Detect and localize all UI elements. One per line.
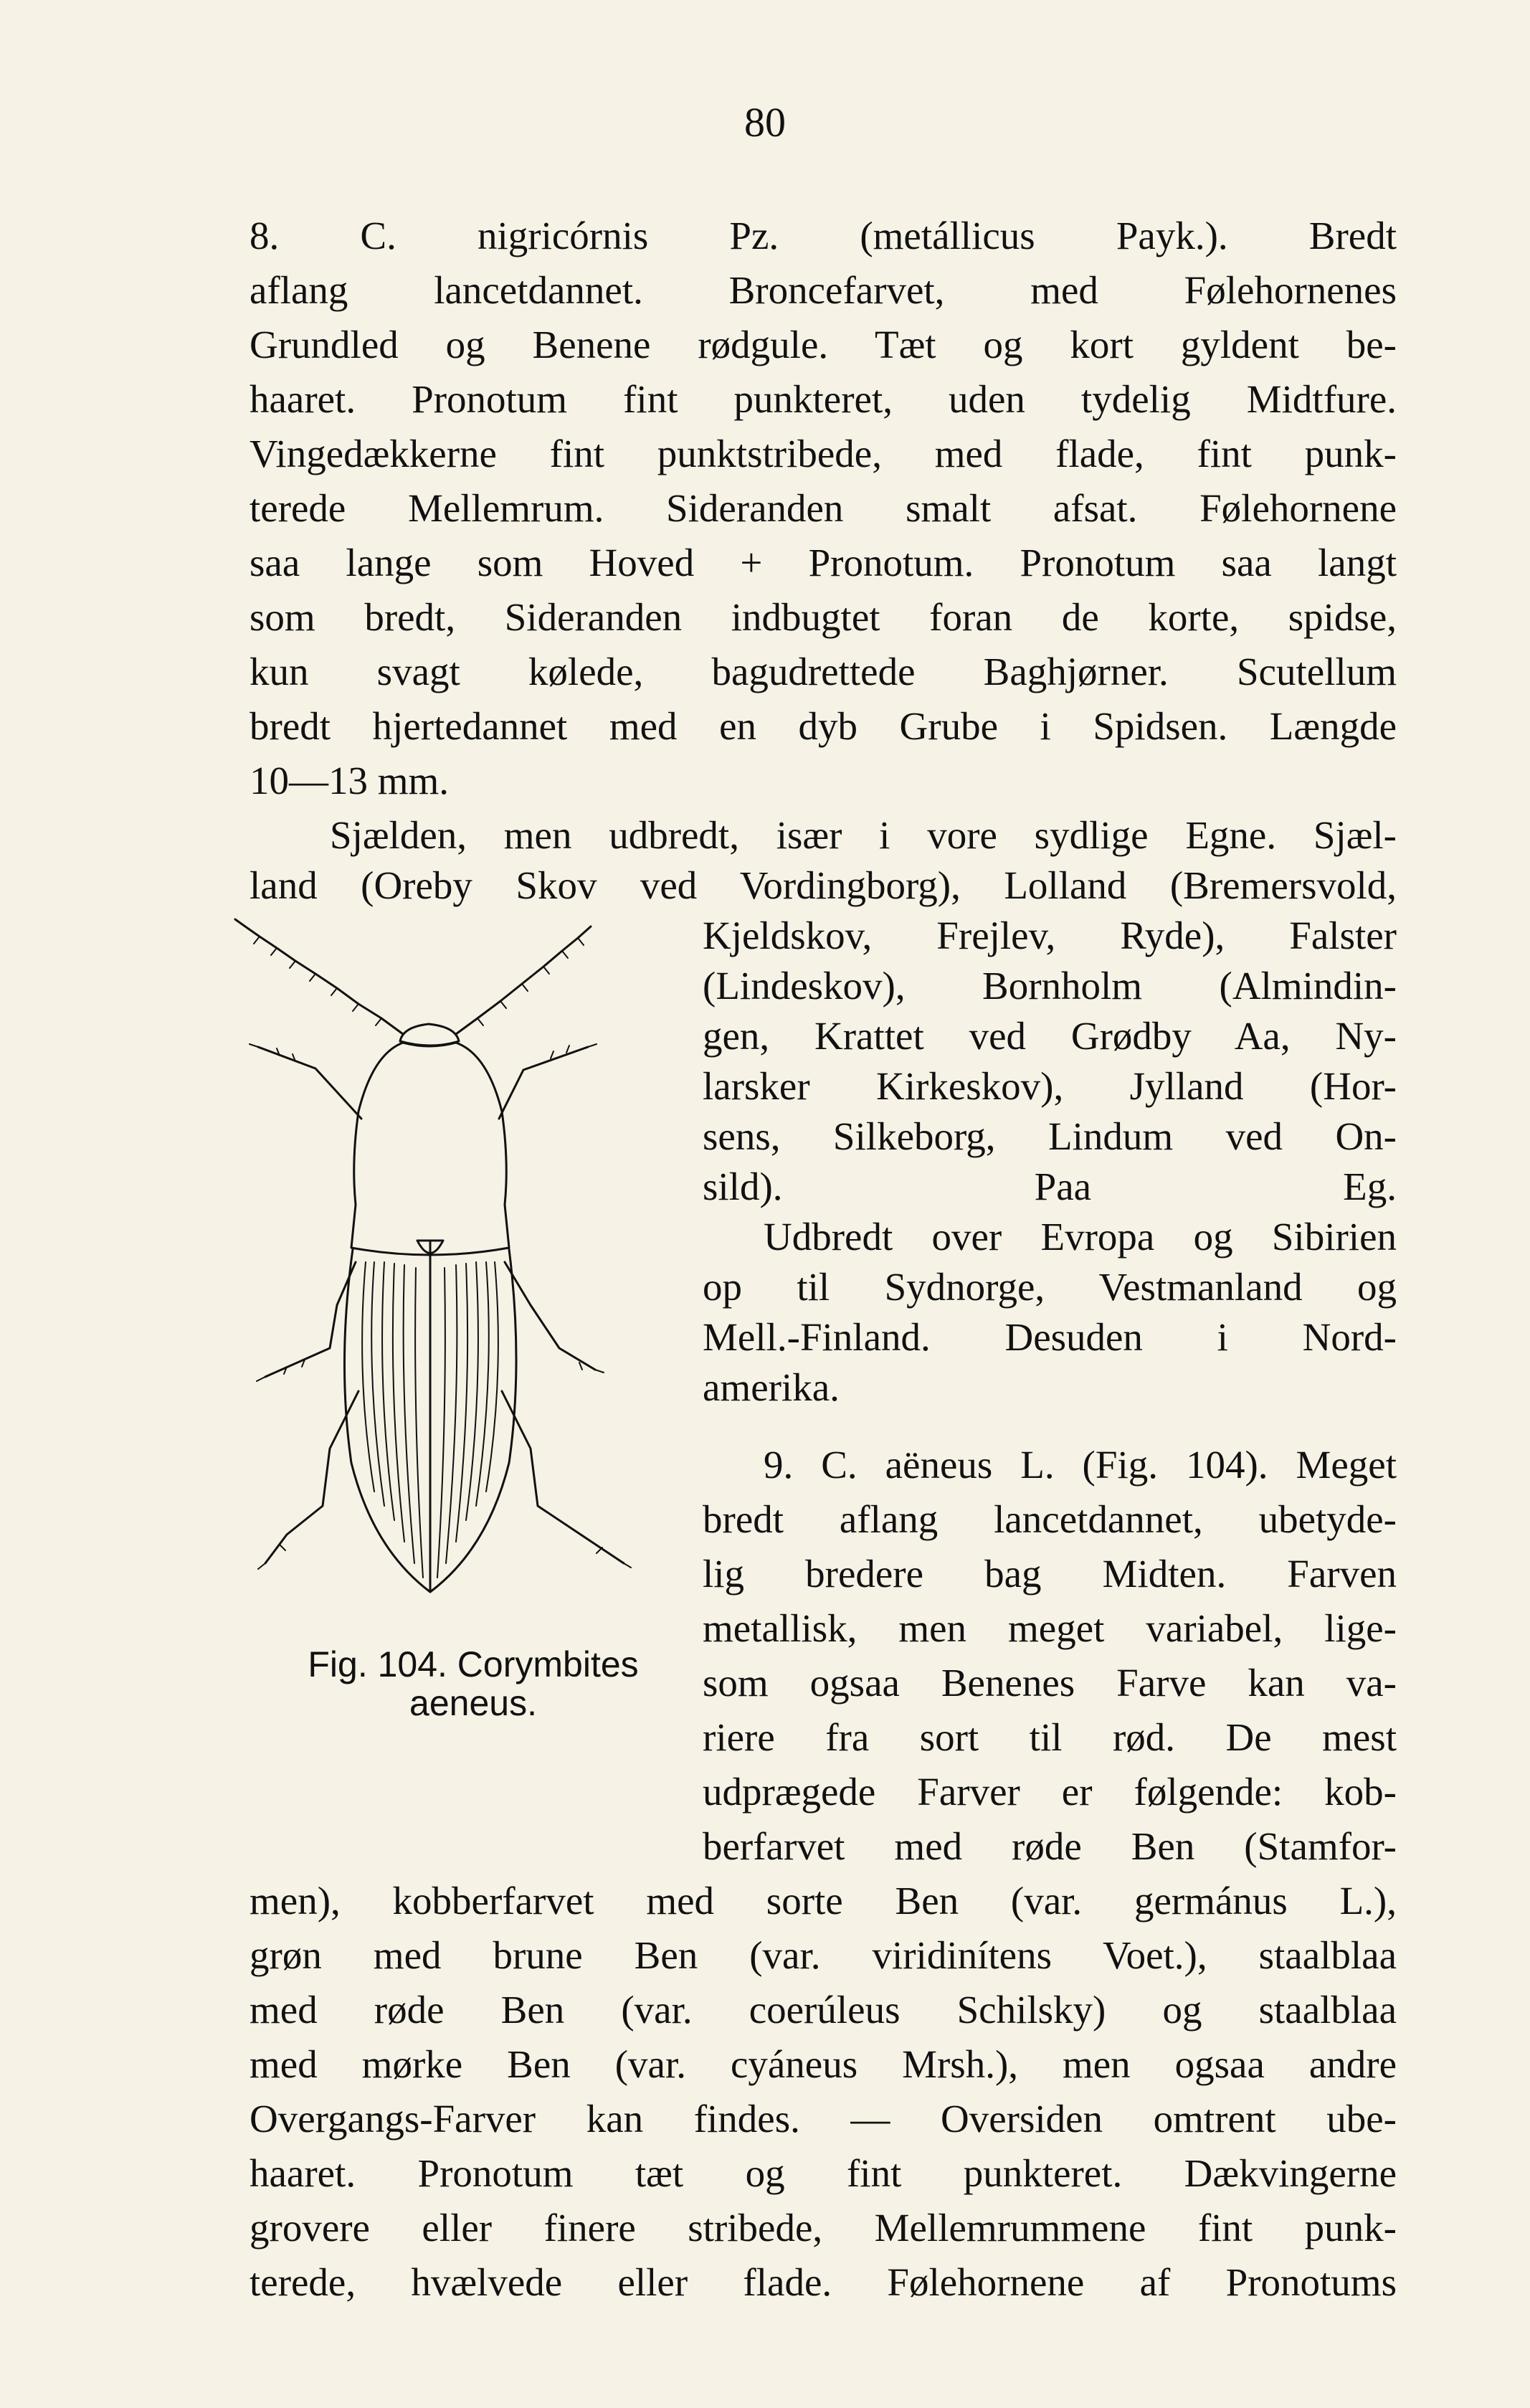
beetle-head (400, 1024, 459, 1046)
text-line: berfarvet med røde Ben (Stamfor- (703, 1824, 1397, 1868)
text-line: gen, Krattet ved Grødby Aa, Ny- (703, 1014, 1397, 1058)
text-line: saa lange som Hoved + Pronotum. Pronotum saa langt (250, 541, 1397, 584)
text-line: land (Oreby Skov ved Vordingborg), Lolland (Bremersvold, (250, 863, 1397, 907)
beetle-pronotum (351, 1043, 509, 1255)
text-line: op til Sydnorge, Vestmanland og (703, 1265, 1397, 1309)
text-line: udprægede Farver er følgende: kob- (703, 1770, 1397, 1814)
page-number: 80 (744, 99, 786, 146)
antenna-left (235, 919, 403, 1034)
leg-middle-left (265, 1262, 356, 1377)
text-line: lig bredere bag Midten. Farven (703, 1552, 1397, 1596)
text-line: som ogsaa Benenes Farve kan va- (703, 1661, 1397, 1705)
leg-front-right (499, 1047, 588, 1119)
antenna-right (456, 926, 591, 1034)
text-line: riere fra sort til rød. De mest (703, 1715, 1397, 1759)
text-line: grovere eller finere stribede, Mellemrummene fint punk- (250, 2206, 1397, 2250)
leg-hind-left (265, 1391, 358, 1563)
figure-caption-line2: aeneus. (409, 1683, 537, 1723)
text-line: amerika. (703, 1365, 840, 1409)
text-line: larsker Kirkeskov), Jylland (Hor- (703, 1064, 1397, 1108)
leg-front-left (258, 1047, 361, 1119)
text-line: 9. C. aëneus L. (Fig. 104). Meget (764, 1443, 1397, 1487)
text-line: terede Mellemrum. Sideranden smalt afsat. Følehornene (250, 486, 1397, 530)
text-line: sild). Paa Eg. (703, 1165, 1397, 1208)
text-line: Vingedækkerne fint punktstribede, med flade, fint punk- (250, 432, 1397, 475)
text-line: bredt hjertedannet med en dyb Grube i Spidsen. Længde (250, 704, 1397, 748)
text-line: sens, Silkeborg, Lindum ved On- (703, 1114, 1397, 1158)
figure-caption-line1: Fig. 104. Corymbites (308, 1644, 639, 1684)
text-line: bredt aflang lancetdannet, ubetyde- (703, 1497, 1397, 1541)
text-line: med røde Ben (var. coerúleus Schilsky) og staalblaa (250, 1988, 1397, 2032)
text-line: med mørke Ben (var. cyáneus Mrsh.), men ogsaa andre (250, 2042, 1397, 2086)
leg-hind-right (502, 1391, 624, 1563)
text-line: som bredt, Sideranden indbugtet foran de korte, spidse, (250, 595, 1397, 639)
text-line: (Lindeskov), Bornholm (Almindin- (703, 964, 1397, 1008)
text-line: grøn med brune Ben (var. viridinítens Voet.), staalblaa (250, 1933, 1397, 1977)
text-line: 8. C. nigricórnis Pz. (metállicus Payk.). Bredt (250, 214, 1397, 257)
text-line: Udbredt over Evropa og Sibirien (764, 1215, 1397, 1258)
text-line: metallisk, men meget variabel, lige- (703, 1606, 1397, 1650)
beetle-illustration (215, 904, 674, 1635)
text-line: Overgangs-Farver kan findes. — Oversiden omtrent ube- (250, 2097, 1397, 2141)
text-line: Sjælden, men udbredt, især i vore sydlige Egne. Sjæl- (330, 813, 1397, 857)
text-line: haaret. Pronotum tæt og fint punkteret. Dækvingerne (250, 2151, 1397, 2195)
text-line: terede, hvælvede eller flade. Følehornene af Pronotums (250, 2260, 1397, 2304)
text-line: kun svagt kølede, bagudrettede Baghjørner. Scutellum (250, 650, 1397, 693)
leg-middle-right (505, 1262, 595, 1370)
text-line: Mell.-Finland. Desuden i Nord- (703, 1315, 1397, 1359)
text-line: Grundled og Benene rødgule. Tæt og kort gyldent be- (250, 323, 1397, 366)
text-line: aflang lancetdannet. Broncefarvet, med Følehornenes (250, 268, 1397, 312)
text-line: 10—13 mm. (250, 759, 450, 802)
text-line: Kjeldskov, Frejlev, Ryde), Falster (703, 914, 1397, 957)
text-line: haaret. Pronotum fint punkteret, uden tydelig Midtfure. (250, 377, 1397, 421)
text-line: men), kobberfarvet med sorte Ben (var. germánus L.), (250, 1879, 1397, 1923)
